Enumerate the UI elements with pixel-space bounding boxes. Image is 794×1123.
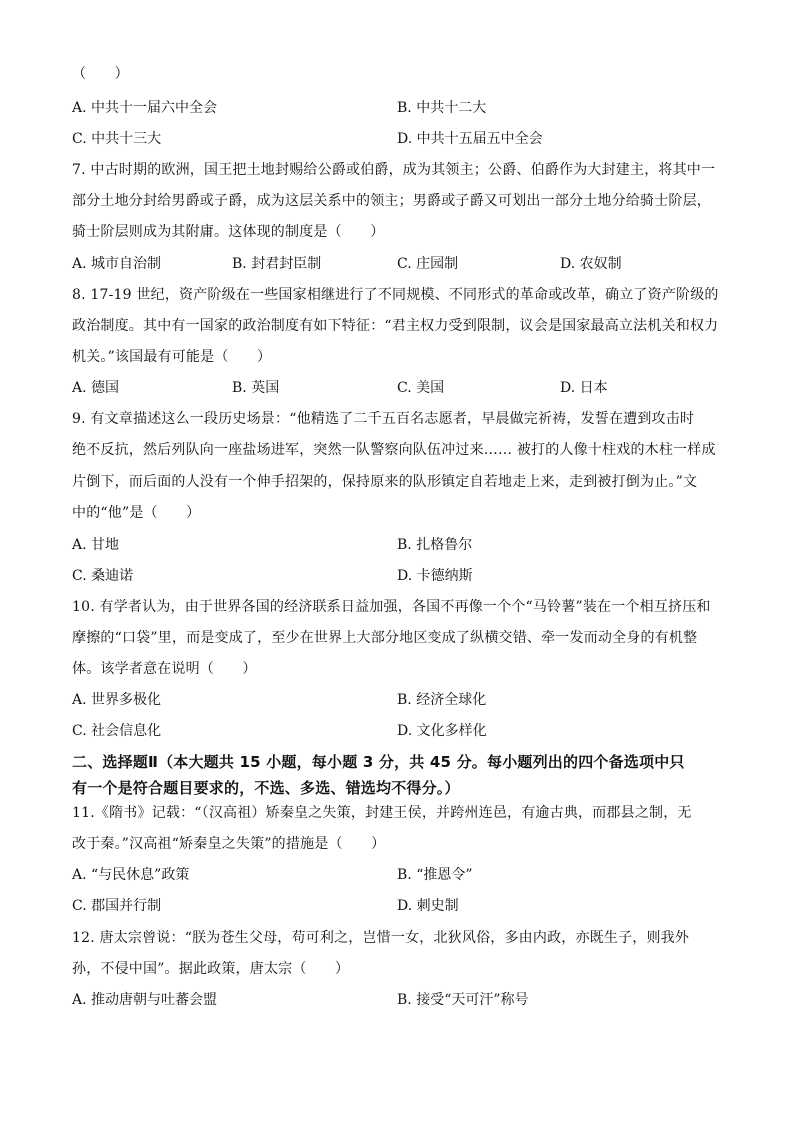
q7-option-a[interactable]: A. 城市自治制 (72, 256, 162, 272)
q7-stem-line2: 部分土地分封给男爵或子爵，成为这层关系中的领主；男爵或子爵又可划出一部分土地分给骑士阶层， (72, 193, 711, 209)
q7-option-d[interactable]: D. 农奴制 (560, 256, 622, 272)
q12-stem-line2: 孙，不侵中国”。据此政策，唐太宗（ ） (72, 961, 350, 977)
q10-option-d[interactable]: D. 文化多样化 (397, 723, 487, 739)
q9-stem-line4: 中的“他”是（ ） (72, 505, 201, 521)
q6-option-a[interactable]: A. 中共十一届六中全会 (72, 100, 218, 116)
q8-stem-line3: 机关。”该国最有可能是（ ） (72, 349, 272, 365)
q8-options-row (72, 378, 732, 398)
section2-heading-line2: 有一个是符合题目要求的，不选、多选、错选均不得分。） (72, 779, 460, 797)
q11-option-b[interactable]: B. “推恩令” (397, 867, 473, 883)
q7-stem-line1: 7. 中古时期的欧洲，国王把土地封赐给公爵或伯爵，成为其领主；公爵、伯爵作为大封建主，将其中一 (72, 162, 716, 178)
q12-options-row1 (72, 990, 732, 1010)
q9-stem-line1: 9. 有文章描述这么一段历史场景：“他精选了二千五百名志愿者，早晨做完祈祷，发誓在遭到攻击时 (72, 411, 695, 427)
q9-option-d[interactable]: D. 卡德纳斯 (397, 568, 473, 584)
q6-options-row1 (72, 98, 732, 118)
q12-stem-line1: 12. 唐太宗曾说：“朕为苍生父母，苟可利之，岂惜一女，北狄风俗，多由内政，亦既生子，则我外 (72, 930, 690, 946)
q8-option-d[interactable]: D. 日本 (560, 380, 608, 396)
q9-option-c[interactable]: C. 桑迪诺 (72, 568, 134, 584)
q10-options-row1 (72, 690, 732, 710)
q6-option-b[interactable]: B. 中共十二大 (397, 100, 487, 116)
q8-stem-line2: 政治制度。其中有一国家的政治制度有如下特征：“君主权力受到限制，议会是国家最高立法机关和权力 (72, 318, 719, 334)
q9-options-row1 (72, 535, 732, 555)
q7-option-b[interactable]: B. 封君封臣制 (232, 256, 322, 272)
q7-option-c[interactable]: C. 庄园制 (397, 256, 459, 272)
q10-options-row2 (72, 721, 732, 741)
q11-option-c[interactable]: C. 郡国并行制 (72, 898, 162, 914)
q7-stem-line3: 骑士阶层则成为其附庸。这体现的制度是（ ） (72, 224, 385, 240)
q11-option-d[interactable]: D. 刺史制 (397, 898, 459, 914)
q10-stem-line1: 10. 有学者认为，由于世界各国的经济联系日益加强，各国不再像一个个“马铃薯”装在一个相互挤压和 (72, 599, 711, 615)
q8-option-b[interactable]: B. 英国 (232, 380, 280, 396)
q10-option-c[interactable]: C. 社会信息化 (72, 723, 162, 739)
q11-options-row2 (72, 896, 732, 916)
q6-answer-bracket: （ ） (72, 66, 129, 82)
q9-stem-line2: 绝不反抗，然后列队向一座盐场进军，突然一队警察向队伍冲过来…… 被打的人像十柱戏的木柱一样成 (72, 442, 716, 458)
section2-heading-line1: 二、选择题Ⅱ（本大题共 15 小题，每小题 3 分，共 45 分。每小题列出的四个备选项中只 (72, 753, 685, 771)
q8-option-a[interactable]: A. 德国 (72, 380, 120, 396)
q10-stem-line2: 摩擦的“口袋”里，而是变成了，至少在世界上大部分地区变成了纵横交错、牵一发而动全身的有机整 (72, 630, 698, 646)
q11-stem-line1: 11.《隋书》记载：“（汉高祖）矫秦皇之失策，封建王侯，并跨州连邑，有逾古典，而郡县之制，无 (72, 805, 692, 821)
q6-options-row2 (72, 129, 732, 149)
q8-stem-line1: 8. 17-19 世纪，资产阶级在一些国家相继进行了不同规模、不同形式的革命或改革，确立了资产阶级的 (72, 287, 719, 303)
q9-stem-line3: 片倒下，而后面的人没有一个伸手招架的，保持原来的队形镇定自若地走上来，走到被打倒为止。”文 (72, 474, 698, 490)
q7-options-row (72, 254, 732, 274)
q10-option-a[interactable]: A. 世界多极化 (72, 692, 162, 708)
q11-option-a[interactable]: A. “与民休息”政策 (72, 867, 190, 883)
q11-options-row1 (72, 865, 732, 885)
q9-option-b[interactable]: B. 扎格鲁尔 (397, 537, 473, 553)
q12-option-a[interactable]: A. 推动唐朝与吐蕃会盟 (72, 992, 218, 1008)
q10-option-b[interactable]: B. 经济全球化 (397, 692, 487, 708)
q11-stem-line2: 改于秦。”汉高祖“矫秦皇之失策”的措施是（ ） (72, 836, 386, 852)
q12-option-b[interactable]: B. 接受“天可汗”称号 (397, 992, 529, 1008)
q6-option-c[interactable]: C. 中共十三大 (72, 131, 162, 147)
q6-option-d[interactable]: D. 中共十五届五中全会 (397, 131, 543, 147)
q10-stem-line3: 体。该学者意在说明（ ） (72, 661, 257, 677)
q9-options-row2 (72, 566, 732, 586)
q8-option-c[interactable]: C. 美国 (397, 380, 445, 396)
q9-option-a[interactable]: A. 甘地 (72, 537, 120, 553)
